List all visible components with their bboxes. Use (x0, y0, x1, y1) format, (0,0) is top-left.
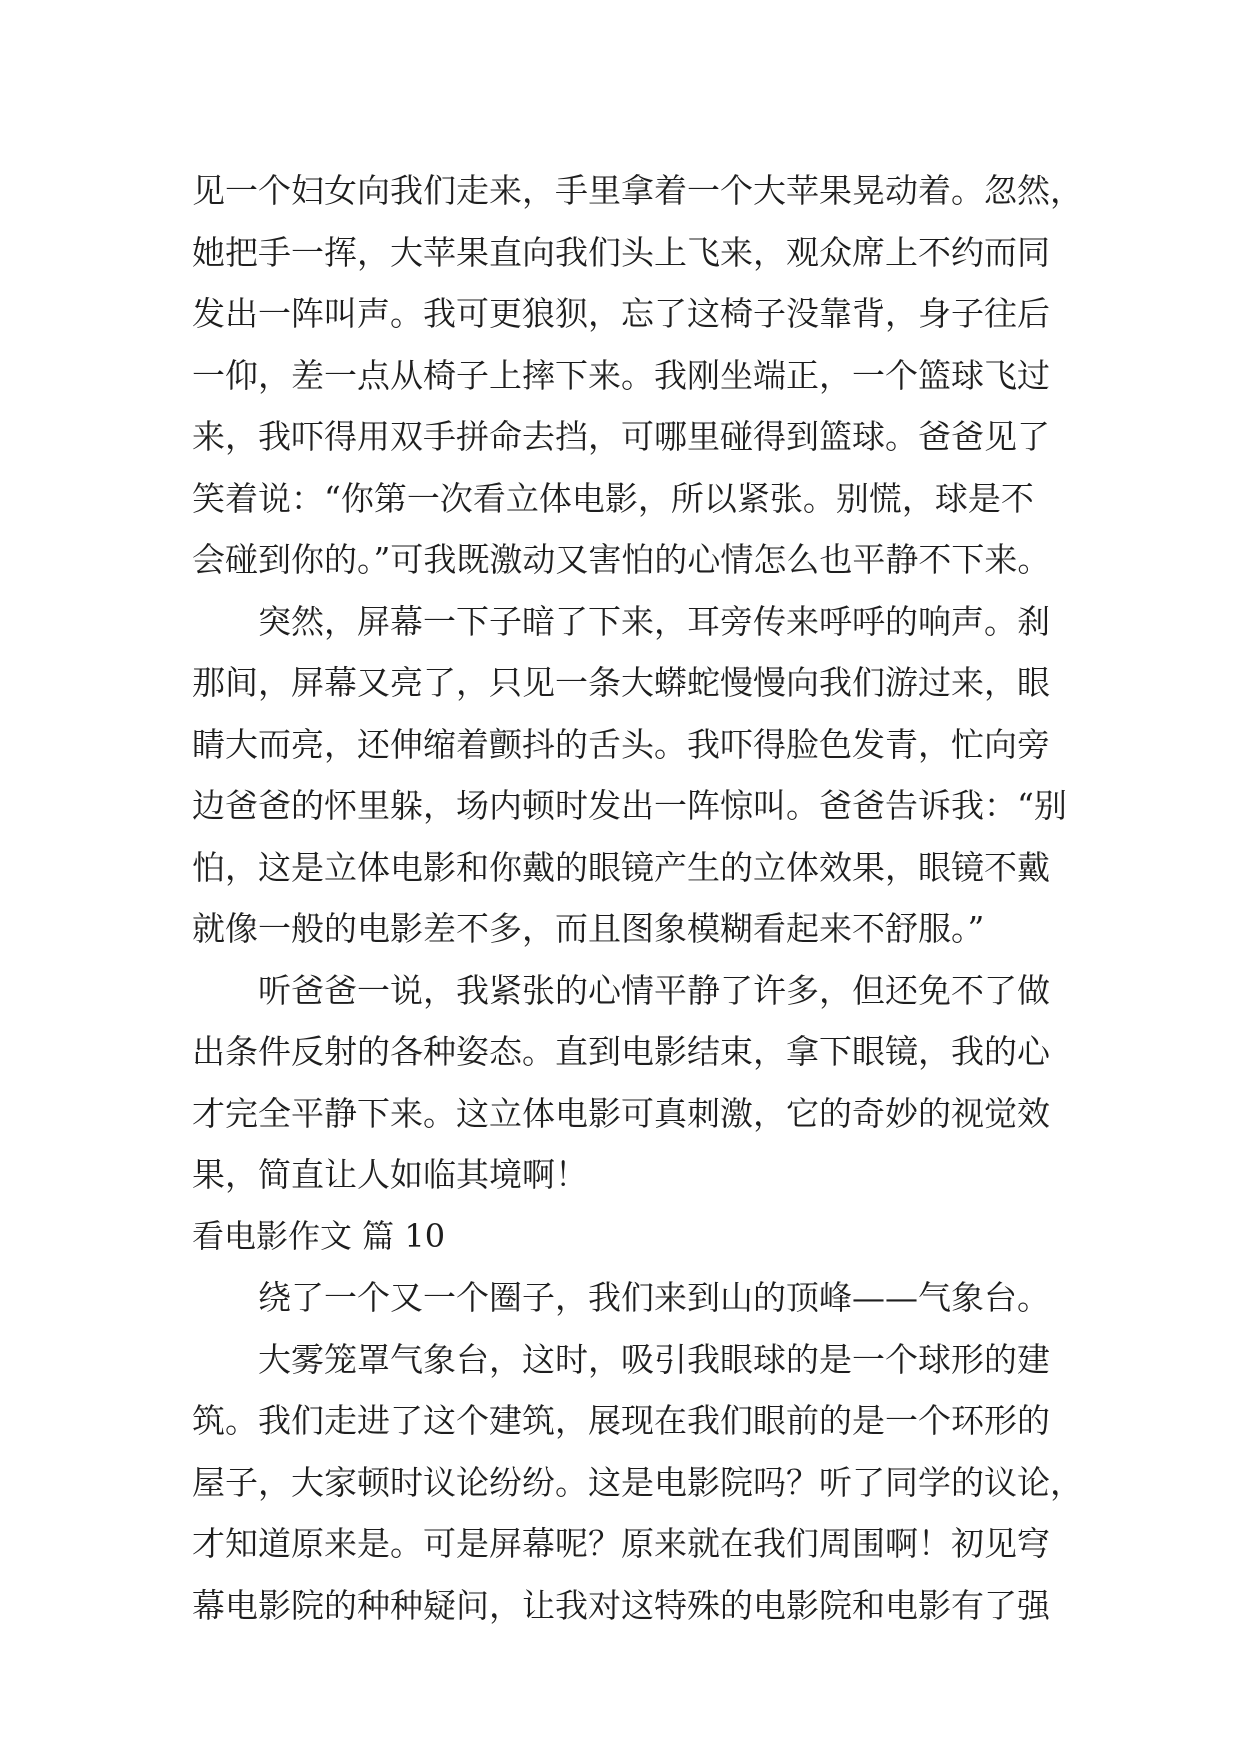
text-line: 见一个妇女向我们走来，手里拿着一个大苹果晃动着。忽然， (192, 171, 1083, 210)
paragraph-first-line: 突然，屏幕一下子暗了下来，耳旁传来呼呼的响声。刹 (258, 601, 1050, 641)
text-line: 那间，屏幕又亮了，只见一条大蟒蛇慢慢向我们游过来，眼 (192, 663, 1050, 702)
text-line: 会碰到你的。”可我既激动又害怕的心情怎么也平静不下来。 (192, 540, 1051, 579)
text-line: 来，我吓得用双手拼命去挡，可哪里碰得到篮球。爸爸见了 (192, 417, 1050, 456)
text-line: 幕电影院的种种疑问，让我对这特殊的电影院和电影有了强 (192, 1585, 1050, 1625)
text-line: 发出一阵叫声。我可更狼狈，忘了这椅子没靠背，身子往后 (192, 294, 1050, 333)
text-line: 一仰，差一点从椅子上摔下来。我刚坐端正，一个篮球飞过 (192, 355, 1050, 395)
text-line: 就像一般的电影差不多，而且图象模糊看起来不舒服。” (192, 909, 985, 948)
text-line: 出条件反射的各种姿态。直到电影结束，拿下眼镜，我的心 (192, 1032, 1050, 1071)
section-heading: 看电影作文 篇 10 (192, 1216, 446, 1255)
paragraph-first-line: 绕了一个又一个圈子，我们来到山的顶峰——气象台。 (258, 1278, 1050, 1317)
text-line: 才完全平静下来。这立体电影可真刺激，它的奇妙的视觉效 (192, 1093, 1050, 1133)
text-line: 果，简直让人如临其境啊！ (192, 1155, 588, 1194)
text-line: 怕，这是立体电影和你戴的眼镜产生的立体效果，眼镜不戴 (192, 847, 1050, 887)
document-body (192, 160, 1083, 1636)
text-line: 睛大而亮，还伸缩着颤抖的舌头。我吓得脸色发青，忙向旁 (192, 724, 1050, 764)
text-line: 屋子，大家顿时议论纷纷。这是电影院吗？听了同学的议论， (192, 1462, 1083, 1502)
text-line: 才知道原来是。可是屏幕呢？原来就在我们周围啊！初见穹 (192, 1524, 1050, 1563)
text-line: 筑。我们走进了这个建筑，展现在我们眼前的是一个环形的 (192, 1401, 1050, 1440)
text-line: 笑着说：“你第一次看立体电影，所以紧张。别慌，球是不 (192, 478, 1034, 518)
text-line: 她把手一挥，大苹果直向我们头上飞来，观众席上不约而同 (192, 232, 1050, 272)
paragraph-first-line: 听爸爸一说，我紧张的心情平静了许多，但还免不了做 (258, 970, 1050, 1010)
text-line: 边爸爸的怀里躲，场内顿时发出一阵惊叫。爸爸告诉我：“别 (192, 786, 1067, 825)
paragraph-first-line: 大雾笼罩气象台，这时，吸引我眼球的是一个球形的建 (258, 1339, 1050, 1379)
